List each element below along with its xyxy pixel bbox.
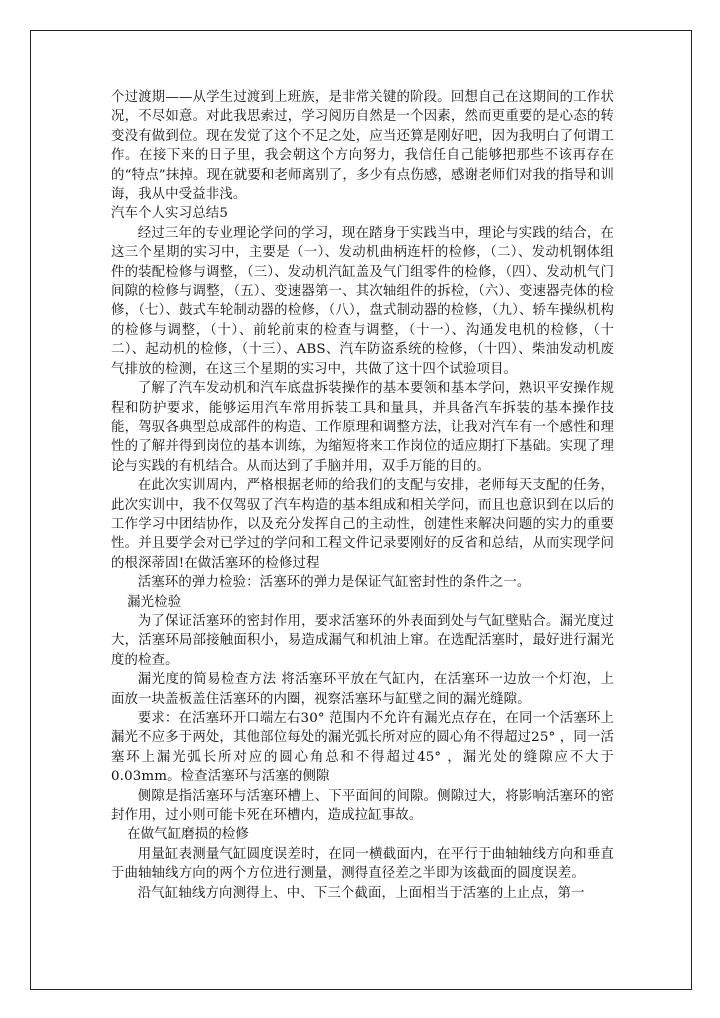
section-heading: 汽车个人实习总结5: [111, 206, 228, 222]
subheading-cylinder-wear: 在做气缸磨损的检修: [127, 827, 249, 843]
paragraph-light-leak-method: 漏光度的简易检查方法 将活塞环平放在气缸内，在活塞环一边放一个灯泡，上面放一块盖板盖住活塞环的内圈，视察活塞环与缸壁之间的漏光缝隙。: [111, 672, 614, 707]
subheading-light-leak: 漏光检验: [127, 594, 182, 610]
paragraph-requirements: 要求：在活塞环开口端左右30° 范围内不允许有漏光点存在，在同一个活塞环上漏光不应多于两处，其他部位每处的漏光弧长所对应的圆心角不得超过25° ，同一活塞环上漏光弧长所对应的圆心角总和不得超过45° ，漏光处的缝隙应不大于0.03mm。检查活塞环与活塞的侧隙: [111, 711, 614, 785]
paragraph-training-week: 在此次实训周内，严格根据老师的给我们的支配与安排，老师每天支配的任务，此次实训中，我不仅驾驭了汽车构造的基本组成和相关学问，而且也意识到在以后的工作学习中团结协作，以及充分发挥自己的主动性，创建性来解决问题的实力的重要性。并且要学会对已学过的学问和工程文件记录要刚好的反省和总结，从而实现学问的根深蒂固!在做活塞环的检修过程: [111, 478, 614, 571]
paragraph-light-leak-purpose: 为了保证活塞环的密封作用，要求活塞环的外表面到处与气缸壁贴合。漏光度过大，活塞环局部接触面积小，易造成漏气和机油上窜。在选配活塞时，最好进行漏光度的检查。: [111, 613, 614, 668]
paragraph-intro: 经过三年的专业理论学问的学习，现在踏身于实践当中，理论与实践的结合，在这三个星期的实习中，主要是（一）、发动机曲柄连杆的检修，（二）、发动机钢体组件的装配检修与调整，（三）、发动机汽缸盖及气门组零件的检修，（四）、发动机气门间隙的检修与调整，（五）、变速器第一、其次轴组件的拆检，（六）、变速器壳体的检修，（七）、鼓式车轮制动器的检修，（八），盘式制动器的检修，（九）、轿车操纵机构的检修与调整，（十）、前轮前束的检查与调整，（十一）、沟通发电机的检修，（十二）、起动机的检修，（十三）、ABS、汽车防盗系统的检修，（十四）、柴油发动机废气排放的检测，在这三个星期的实习中，共做了这十四个试验项目。: [111, 225, 614, 377]
paragraph-ring-elasticity: 活塞环的弹力检验：活塞环的弹力是保证气缸密封性的条件之一。: [137, 575, 531, 591]
paragraph-cross-sections: 沿气缸轴线方向测得上、中、下三个截面，上面相当于活塞的上止点，第一: [137, 885, 585, 901]
paragraph-side-clearance: 侧隙是指活塞环与活塞环槽上、下平面间的间隙。侧隙过大，将影响活塞环的密封作用，过小则可能卡死在环槽内，造成拉缸事故。: [111, 788, 614, 824]
paragraph-transition-period: 个过渡期——从学生过渡到上班族，是非常关键的阶段。回想自己在这期间的工作状况，不尽如意。对此我思索过，学习阅历自然是一个因素，然而更重要的是心态的转变没有做到位。现在发觉了这个不足之处，应当还算是刚好吧，因为我明白了何谓工作。在接下来的日子里，我会朝这个方向努力，我信任自己能够把那些不该再存在的“特点”抹掉。现在就要和老师离别了，多少有点伤感，感谢老师们对我的指导和训诲，我从中受益非浅。: [111, 90, 614, 203]
paragraph-skills: 了解了汽车发动机和汽车底盘拆装操作的基本要领和基本学问，熟识平安操作规程和防护要求，能够运用汽车常用拆装工具和量具，并具备汽车拆装的基本操作技能，驾驭各典型总成部件的构造、工作原理和调整方法，让我对汽车有一个感性和理性的了解并得到岗位的基本训练，为缩短将来工作岗位的适应期打下基础。实现了理论与实践的有机结合。从而达到了手脑并用，双手万能的目的。: [111, 381, 614, 474]
paragraph-roundness: 用量缸表测量气缸圆度误差时，在同一横截面内，在平行于曲轴轴线方向和垂直于曲轴轴线方向的两个方位进行测量，测得直径差之半即为该截面的圆度误差。: [111, 846, 614, 882]
document-body: [111, 88, 614, 903]
